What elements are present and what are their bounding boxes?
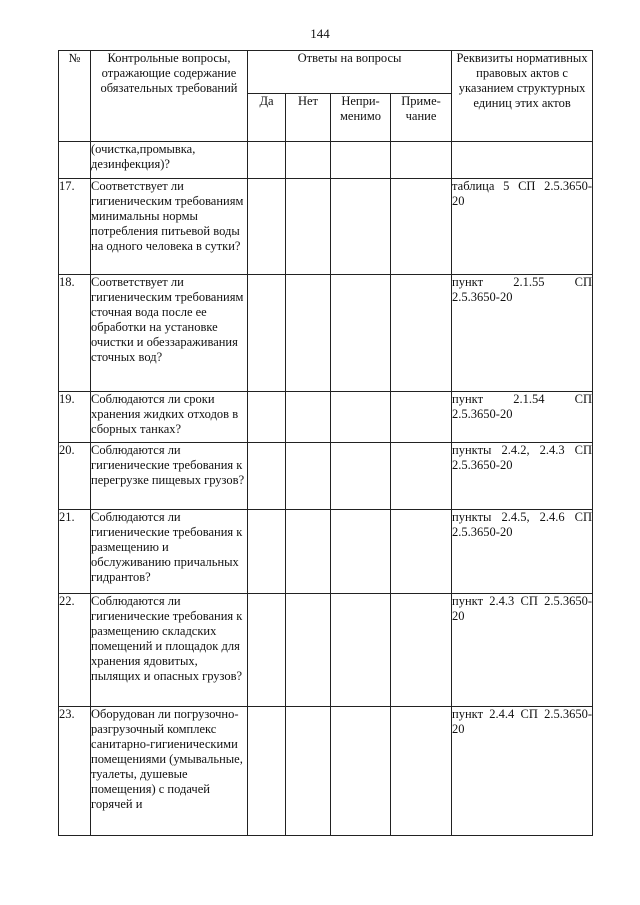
answer-net-cell[interactable] xyxy=(286,510,331,594)
row-number: 20. xyxy=(59,443,91,510)
requisites-line2: 20 xyxy=(452,609,465,623)
answer-primechanie-cell[interactable] xyxy=(391,510,452,594)
answer-da-cell[interactable] xyxy=(248,142,286,179)
answer-neprimenimo-cell[interactable] xyxy=(331,594,391,707)
page-number: 144 xyxy=(310,26,330,41)
row-number: 17. xyxy=(59,179,91,275)
answer-primechanie-cell[interactable] xyxy=(391,392,452,443)
table-row xyxy=(59,179,593,275)
header-answers: Ответы на вопросы xyxy=(248,51,452,94)
header-primechanie-line1: Приме- xyxy=(401,94,441,109)
answer-da-cell[interactable] xyxy=(248,275,286,392)
answer-neprimenimo-cell[interactable] xyxy=(331,179,391,275)
row-requisites xyxy=(452,707,593,836)
requisites-line2: 2.5.3650-20 xyxy=(452,407,513,421)
answer-net-cell[interactable] xyxy=(286,179,331,275)
answer-neprimenimo-cell[interactable] xyxy=(331,275,391,392)
row-requisites xyxy=(452,594,593,707)
answer-net-cell[interactable] xyxy=(286,142,331,179)
requisites-line1: пункт 2.1.54 СП xyxy=(452,392,593,406)
answer-da-cell[interactable] xyxy=(248,179,286,275)
table-row xyxy=(59,707,593,836)
header-neprimenimo-line2: менимо xyxy=(340,109,381,124)
requisites-line2: 20 xyxy=(452,194,465,208)
requisites-line1: пункты 2.4.2, 2.4.3 СП xyxy=(452,443,593,457)
header-questions: Контрольные вопросы, отражающие содержание обязательных требований xyxy=(91,51,248,142)
answer-da-cell[interactable] xyxy=(248,392,286,443)
answer-primechanie-cell[interactable] xyxy=(391,594,452,707)
row-question: Соблюдаются ли сроки хранения жидких отходов в сборных танках? xyxy=(91,392,248,443)
header-num: № xyxy=(59,51,91,142)
answer-neprimenimo-cell[interactable] xyxy=(331,142,391,179)
row-number: 23. xyxy=(59,707,91,836)
requisites-line2: 2.5.3650-20 xyxy=(452,525,513,539)
answer-net-cell[interactable] xyxy=(286,443,331,510)
row-number xyxy=(59,142,91,179)
header-primechanie-line2: чание xyxy=(405,109,437,124)
checklist-table xyxy=(58,50,593,836)
requisites-line2: 2.5.3650-20 xyxy=(452,458,513,472)
answer-net-cell[interactable] xyxy=(286,594,331,707)
answer-net-cell[interactable] xyxy=(286,707,331,836)
answer-primechanie-cell[interactable] xyxy=(391,707,452,836)
answer-primechanie-cell[interactable] xyxy=(391,275,452,392)
answer-net-cell[interactable] xyxy=(286,275,331,392)
row-question: Оборудован ли погрузочно-разгрузочный комплекс санитарно-гигиеническими помещениями (умывальные, туалеты, душевые помещения) с подачей горячей и xyxy=(91,707,248,836)
row-requisites xyxy=(452,179,593,275)
table-row xyxy=(59,275,593,392)
requisites-line1: пункт 2.4.4 СП 2.5.3650- xyxy=(452,707,593,721)
row-question: Соответствует ли гигиеническим требованиям минимальны нормы потребления питьевой воды на одного человека в сутки? xyxy=(91,179,248,275)
answer-neprimenimo-cell[interactable] xyxy=(331,392,391,443)
table-row xyxy=(59,510,593,594)
answer-da-cell[interactable] xyxy=(248,594,286,707)
answer-da-cell[interactable] xyxy=(248,510,286,594)
header-da: Да xyxy=(248,94,286,142)
answer-da-cell[interactable] xyxy=(248,707,286,836)
answer-neprimenimo-cell[interactable] xyxy=(331,510,391,594)
answer-neprimenimo-cell[interactable] xyxy=(331,443,391,510)
table-row xyxy=(59,443,593,510)
header-row xyxy=(59,51,593,94)
row-question: Соблюдаются ли гигиенические требования к перегрузке пищевых грузов? xyxy=(91,443,248,510)
row-question: (очистка,промывка, дезинфекция)? xyxy=(91,142,248,179)
answer-primechanie-cell[interactable] xyxy=(391,443,452,510)
header-requisites: Реквизиты нормативных правовых актов с указанием структурных единиц этих актов xyxy=(452,51,593,142)
answer-da-cell[interactable] xyxy=(248,443,286,510)
requisites-line2: 2.5.3650-20 xyxy=(452,290,513,304)
row-requisites xyxy=(452,392,593,443)
row-question: Соблюдаются ли гигиенические требования к размещению складских помещений и площадок для хранения ядовитых, пылящих и опасных грузов? xyxy=(91,594,248,707)
answer-net-cell[interactable] xyxy=(286,392,331,443)
row-question: Соблюдаются ли гигиенические требования к размещению и обслуживанию причальных гидрантов? xyxy=(91,510,248,594)
row-number: 18. xyxy=(59,275,91,392)
row-number: 21. xyxy=(59,510,91,594)
requisites-line1: пункт 2.1.55 СП xyxy=(452,275,593,289)
header-primechanie xyxy=(391,94,452,142)
row-requisites xyxy=(452,510,593,594)
row-question: Соответствует ли гигиеническим требованиям сточная вода после ее обработки на установке очистки и обеззараживания сточных вод? xyxy=(91,275,248,392)
row-number: 22. xyxy=(59,594,91,707)
requisites-line2: 20 xyxy=(452,722,465,736)
table-row xyxy=(59,142,593,179)
requisites-line1: таблица 5 СП 2.5.3650- xyxy=(452,179,593,193)
table-row xyxy=(59,392,593,443)
row-number: 19. xyxy=(59,392,91,443)
requisites-line1: пункты 2.4.5, 2.4.6 СП xyxy=(452,510,593,524)
row-requisites xyxy=(452,443,593,510)
header-net: Нет xyxy=(286,94,331,142)
answer-primechanie-cell[interactable] xyxy=(391,142,452,179)
requisites-line1: пункт 2.4.3 СП 2.5.3650- xyxy=(452,594,593,608)
answer-neprimenimo-cell[interactable] xyxy=(331,707,391,836)
header-neprimenimo xyxy=(331,94,391,142)
table-row xyxy=(59,594,593,707)
header-neprimenimo-line1: Непри- xyxy=(341,94,380,109)
answer-primechanie-cell[interactable] xyxy=(391,179,452,275)
row-requisites xyxy=(452,275,593,392)
row-requisites xyxy=(452,142,593,179)
